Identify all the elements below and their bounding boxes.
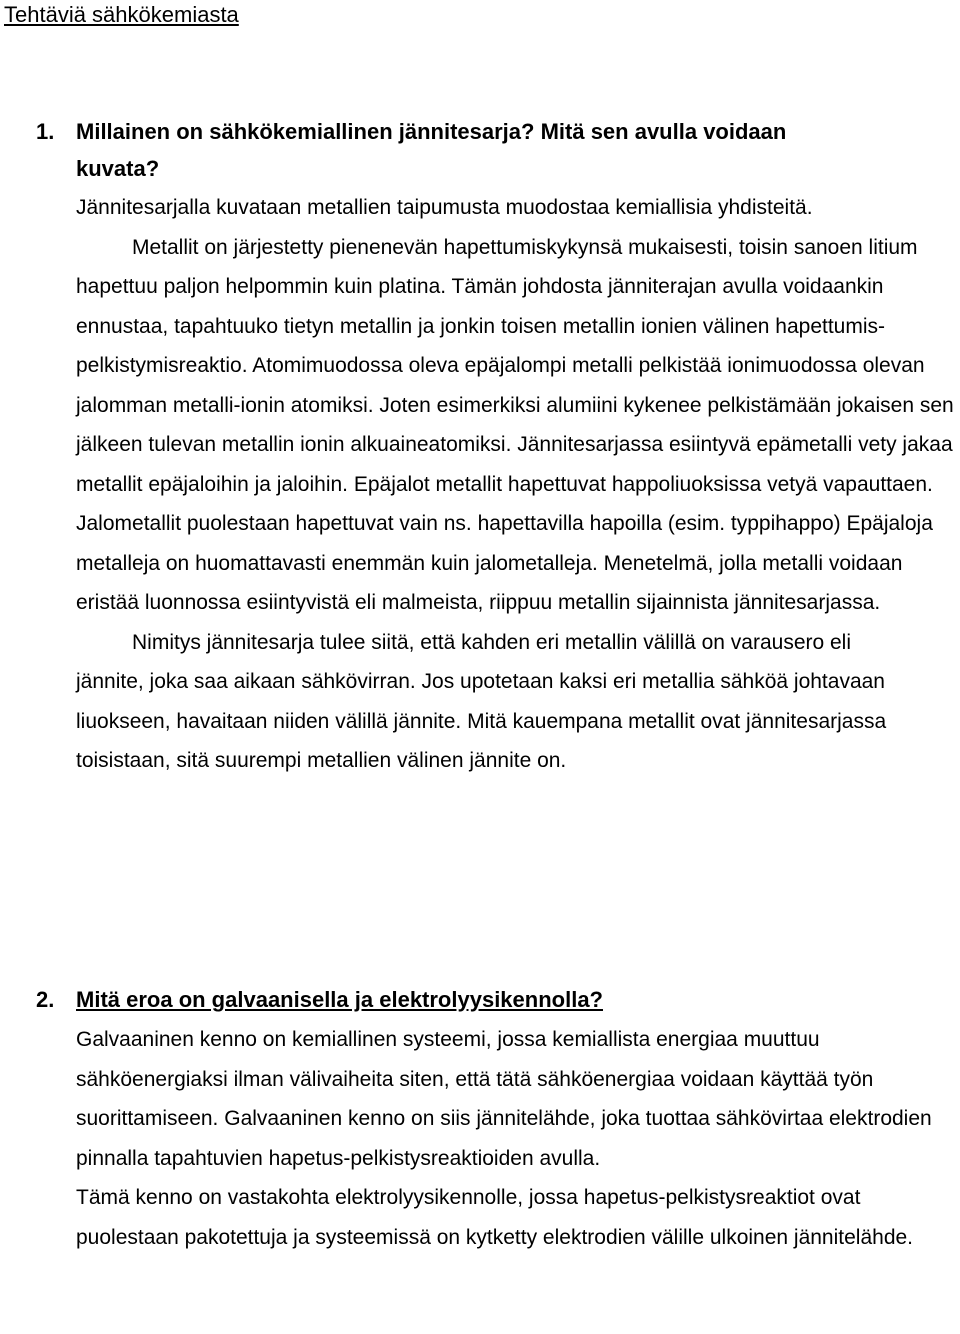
question-2-body bbox=[76, 1020, 956, 1257]
question-1 bbox=[36, 112, 956, 781]
question-1-heading bbox=[36, 112, 956, 152]
answer-paragraph: Metallit on järjestetty pienenevän hapettumiskykynsä mukaisesti, toisin sanoen litium hapettuu paljon helpommin kuin platina. Tämän johdosta jänniterajan avulla voidaankin ennustaa, tapahtuuko tietyn metallin ja jonkin toisen metallin ionien välinen hapettumis-pelkistymisreaktio. Atomimuodossa oleva epäjalompi metalli pelkistää ionimuodossa olevan jalomman metalli-ionin atomiksi. Joten esimerkiksi alumiini kykenee pelkistämään jokaisen sen jälkeen tulevan metallin ionin alkuaineatomiksi. Jännitesarjassa esiintyvä epämetalli vety jakaa metallit epäjaloihin ja jaloihin. Epäjalot metallit hapettuvat happoliuoksissa vetyä vapauttaen. Jalometallit puolestaan hapettuvat vain ns. hapettavilla hapoilla (esim. typpihappo) Epäjaloja metalleja on huomattavasti enemmän kuin jalometalleja. Menetelmä, jolla metalli voidaan eristää luonnossa esiintyvistä eli malmeista, riippuu metallin sijainnista jännitesarjassa. bbox=[76, 235, 954, 614]
question-number: 1. bbox=[36, 119, 55, 144]
question-heading-continuation: kuvata? bbox=[76, 156, 160, 181]
question-2 bbox=[36, 980, 956, 1257]
document-title: Tehtäviä sähkökemiasta bbox=[4, 2, 239, 27]
question-2-heading bbox=[36, 980, 956, 1020]
answer-paragraph: Jännitesarjalla kuvataan metallien taipumusta muodostaa kemiallisia yhdisteitä. bbox=[76, 196, 813, 219]
question-1-body bbox=[76, 150, 956, 781]
answer-paragraph: Tämä kenno on vastakohta elektrolyysikennolle, jossa hapetus-pelkistysreaktiot ovat puolestaan pakotettuja ja systeemissä on kytketty elektrodien välille ulkoinen jännitelähde. bbox=[76, 1186, 914, 1249]
question-heading-text: Mitä eroa on galvaanisella ja elektrolyysikennolla? bbox=[76, 987, 603, 1012]
question-number: 2. bbox=[36, 987, 55, 1012]
question-heading-text: Millainen on sähkökemiallinen jännitesarja? Mitä sen avulla voidaan bbox=[76, 119, 787, 144]
answer-paragraph: Galvaaninen kenno on kemiallinen systeemi, jossa kemiallista energiaa muuttuu sähköenergiaksi ilman välivaiheita siten, että tätä sähköenergiaa voidaan käyttää työn suorittamiseen. Galvaaninen kenno on siis jännitelähde, joka tuottaa sähkövirtaa elektrodien pinnalla tapahtuvien hapetus-pelkistysreaktioiden avulla. bbox=[76, 1028, 932, 1170]
answer-paragraph: Nimitys jännitesarja tulee siitä, että kahden eri metallin välillä on varausero eli jännite, joka saa aikaan sähkövirran. Jos upotetaan kaksi eri metallia sähköä johtavaan liuokseen, havaitaan niiden välillä jännite. Mitä kauempana metallit ovat jännitesarjassa toisistaan, sitä suurempi metallien välinen jännite on. bbox=[76, 630, 887, 772]
